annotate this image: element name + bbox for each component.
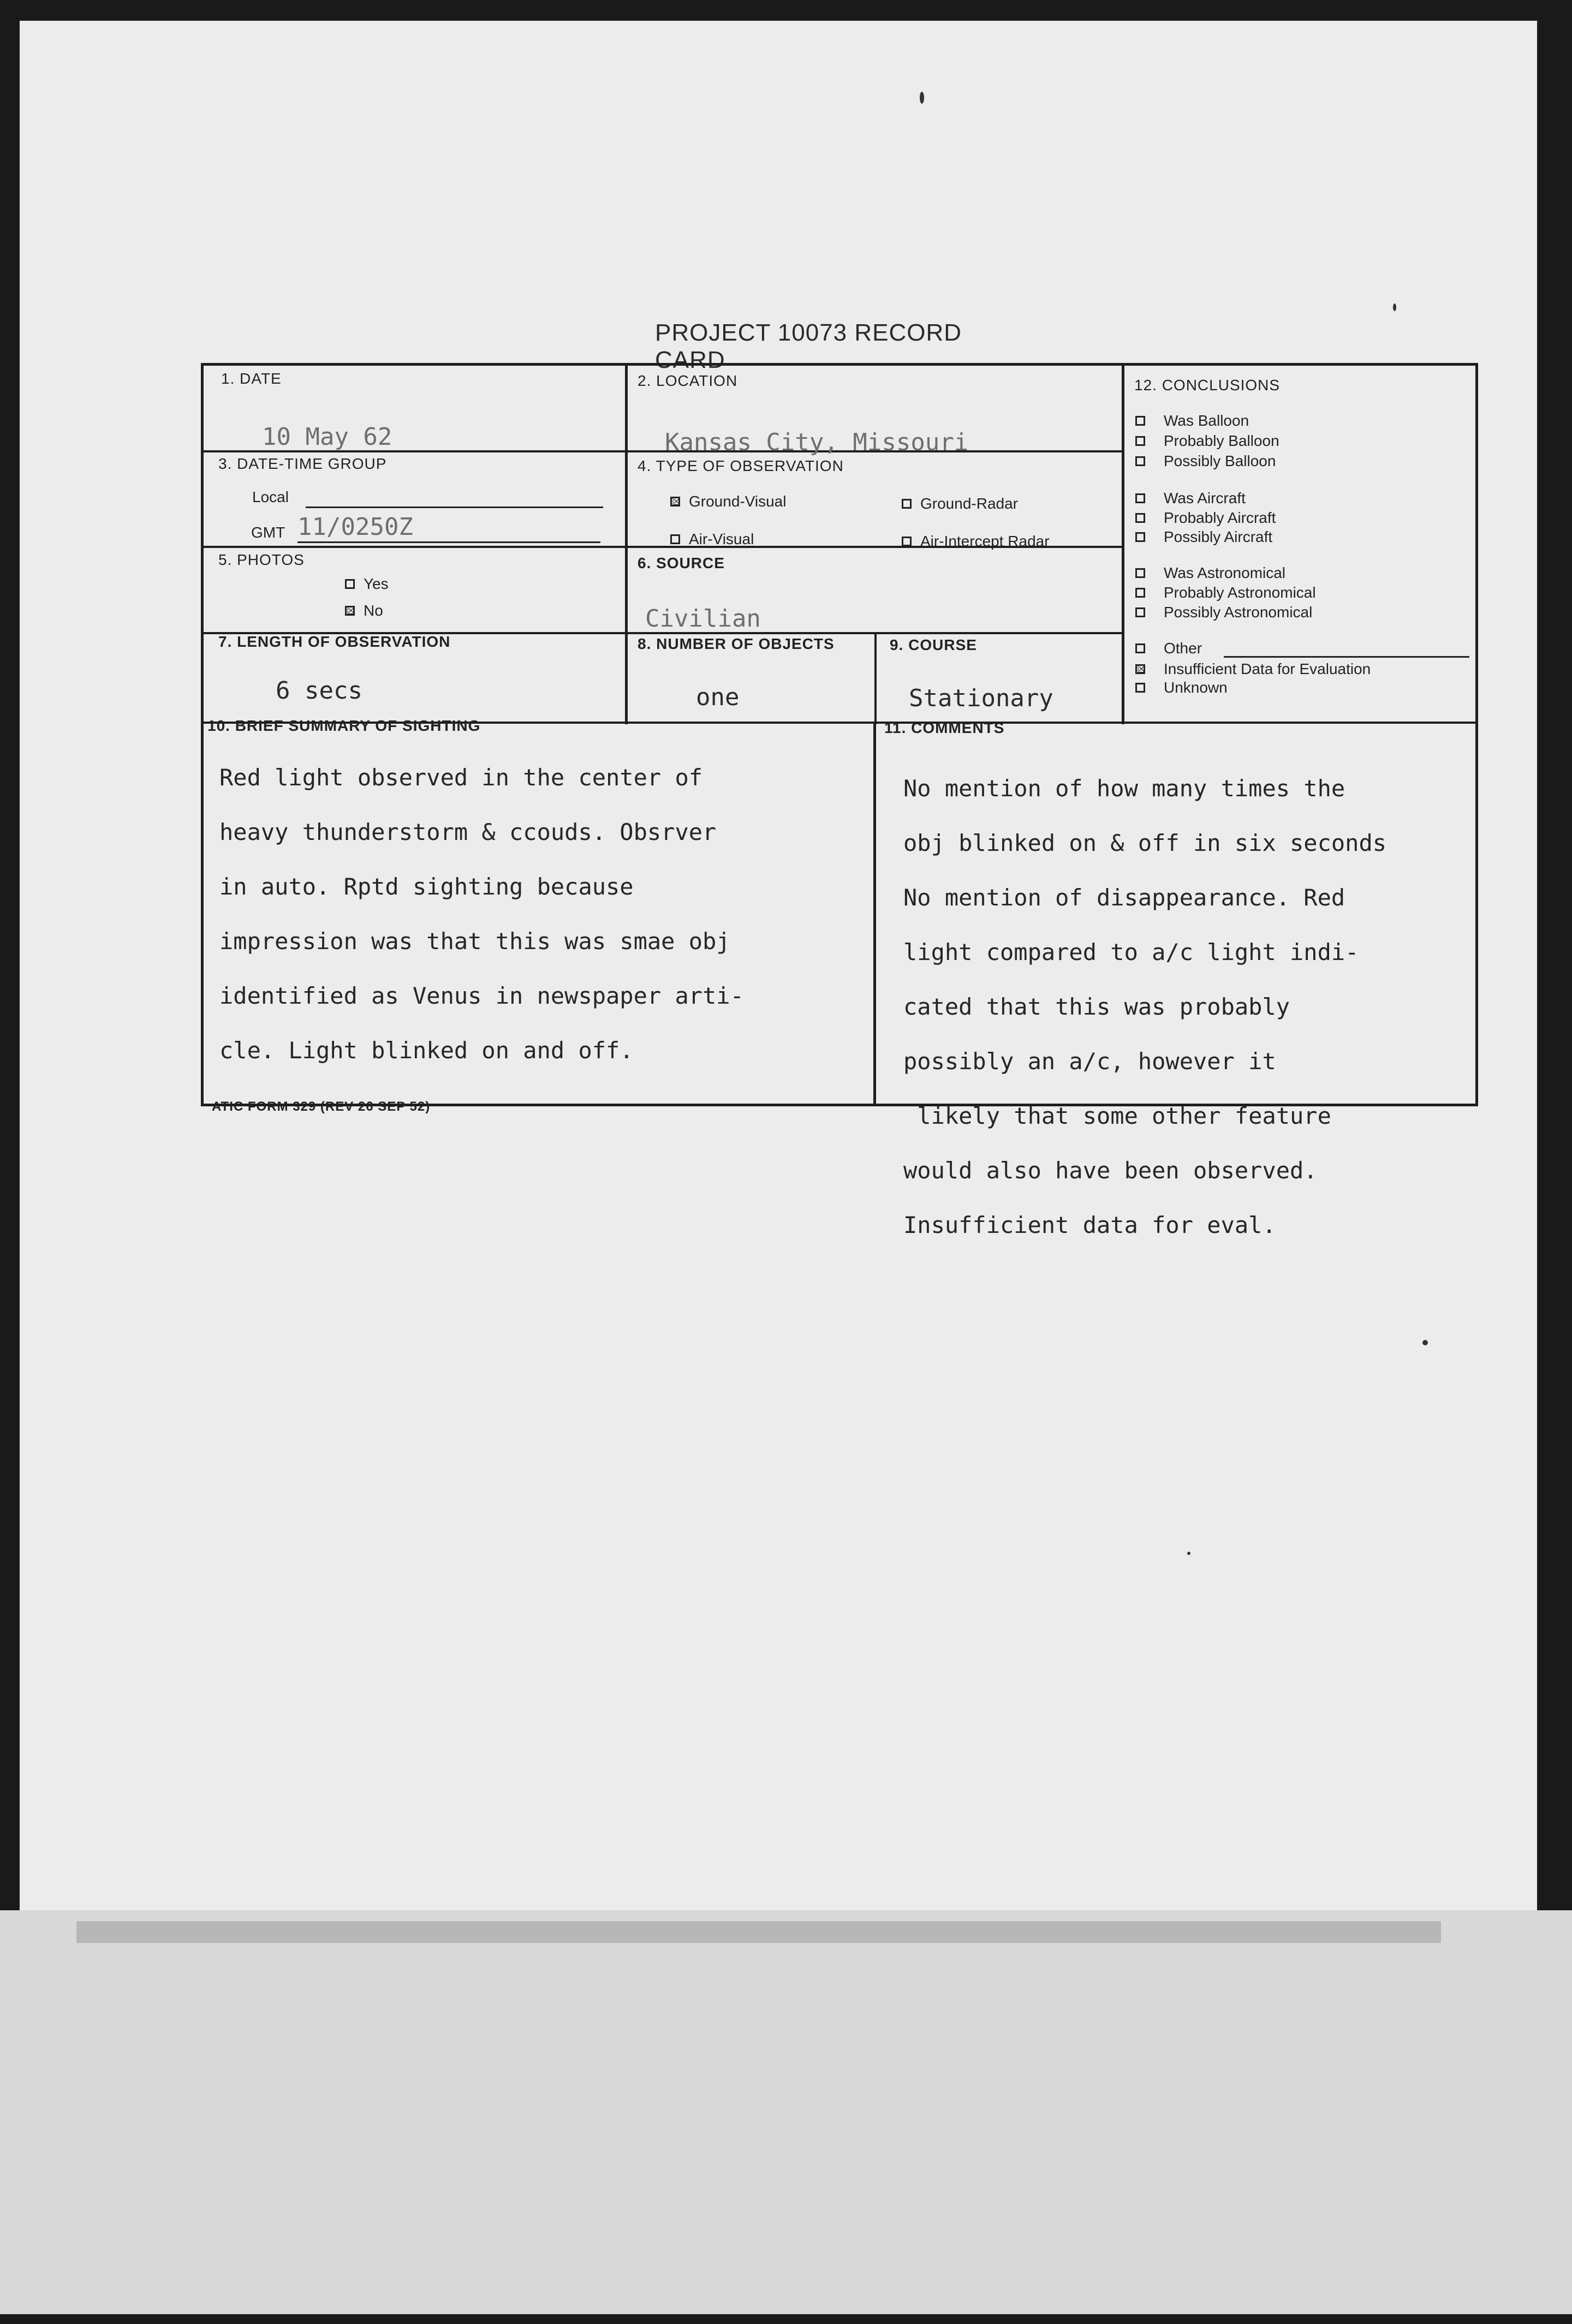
option-ground-radar: Ground-Radar [902,495,1018,513]
conclusions-label: 12. CONCLUSIONS [1134,377,1281,394]
location-label: 2. LOCATION [638,372,738,389]
conclusion-possibly-astronomical: Possibly Astronomical [1135,604,1312,621]
option-air-visual: Air-Visual [670,531,754,548]
form-identifier: ATIC FORM 329 (REV 26 SEP 52) [212,1099,431,1114]
option-ground-visual: ☒ Ground-Visual [670,493,786,510]
gmt-value: 11/0250Z [297,513,413,541]
comment-line: likely that some other feature [903,1103,1331,1129]
checkbox-icon [1135,493,1145,503]
option-air-intercept-radar: Air-Intercept Radar [902,533,1050,550]
comment-line: possibly an a/c, however it [903,1048,1276,1075]
comment-line: would also have been observed. [903,1157,1318,1184]
page-edge-shadow [76,1921,1441,1943]
conclusion-possibly-aircraft: Possibly Aircraft [1135,528,1272,546]
checkbox-checked-icon: ☒ [345,606,355,616]
comment-line: light compared to a/c light indi- [903,939,1359,966]
gmt-label: GMT [251,524,285,541]
summary-line: Red light observed in the center of [219,764,703,791]
checkbox-icon [1135,532,1145,542]
scan-background [0,1910,1572,2314]
conclusion-probably-astronomical: Probably Astronomical [1135,584,1316,601]
location-value: Kansas City, Missouri [665,428,969,456]
summary-line: identified as Venus in newspaper arti- [219,982,744,1009]
option-photos-yes: Yes [345,575,389,593]
length-of-observation-value: 6 secs [276,677,362,705]
conclusion-was-astronomical: Was Astronomical [1135,564,1285,582]
summary-line: cle. Light blinked on and off. [219,1037,634,1064]
date-label: 1. DATE [221,370,282,387]
checkbox-icon [1135,416,1145,426]
conclusion-was-aircraft: Was Aircraft [1135,490,1246,507]
source-label: 6. SOURCE [638,555,725,571]
checkbox-icon [902,499,912,509]
course-value: Stationary [909,684,1053,712]
conclusion-unknown: Unknown [1135,679,1228,696]
number-of-objects-label: 8. NUMBER OF OBJECTS [638,635,835,652]
checkbox-icon [1135,643,1145,653]
checkbox-icon [1135,436,1145,446]
scan-speck [1187,1552,1190,1555]
scan-speck [1422,1340,1428,1345]
date-value: 10 May 62 [262,423,392,451]
conclusion-was-balloon: Was Balloon [1135,412,1249,430]
comments-text [903,748,1386,1266]
checkbox-icon [902,537,912,546]
comment-line: Insufficient data for eval. [903,1212,1276,1238]
option-photos-no: ☒ No [345,602,383,619]
photos-label: 5. PHOTOS [218,551,305,568]
type-of-observation-label: 4. TYPE OF OBSERVATION [638,457,844,474]
checkbox-icon [670,534,680,544]
comment-line: cated that this was probably [903,993,1290,1020]
comment-line: No mention of how many times the [903,775,1345,802]
divider [625,363,628,724]
course-label: 9. COURSE [890,636,977,653]
summary-line: impression was that this was smae obj [219,928,730,955]
conclusion-other: Other [1135,640,1202,657]
gmt-underline [297,541,600,543]
conclusion-probably-balloon: Probably Balloon [1135,432,1279,450]
conclusion-probably-aircraft: Probably Aircraft [1135,509,1276,527]
summary-line: in auto. Rptd sighting because [219,873,634,900]
brief-summary-label: 10. BRIEF SUMMARY OF SIGHTING [207,717,481,734]
source-value: Civilian [645,605,761,633]
checkbox-icon [1135,588,1145,598]
divider [873,722,876,1106]
checkbox-checked-icon: ☒ [670,497,680,506]
other-underline [1224,656,1469,658]
local-time-label: Local [252,488,289,505]
length-of-observation-label: 7. LENGTH OF OBSERVATION [218,633,451,650]
checkbox-icon [1135,683,1145,693]
divider [874,633,877,724]
checkbox-icon [1135,568,1145,578]
divider [1122,363,1124,724]
checkbox-checked-icon: ☒ [1135,664,1145,674]
comment-line: obj blinked on & off in six seconds [903,830,1387,856]
checkbox-icon [345,579,355,589]
checkbox-icon [1135,513,1145,523]
conclusion-possibly-balloon: Possibly Balloon [1135,452,1276,470]
local-time-underline [306,506,603,508]
date-time-group-label: 3. DATE-TIME GROUP [218,455,387,472]
scan-speck [1393,303,1396,311]
conclusion-insufficient-data: ☒ Insufficient Data for Evaluation [1135,660,1371,678]
record-card-title: PROJECT 10073 RECORD CARD [655,319,962,373]
brief-summary-text [219,737,744,1092]
checkbox-icon [1135,607,1145,617]
summary-line: heavy thunderstorm & ccouds. Obsrver [219,819,717,845]
comment-line: No mention of disappearance. Red [903,884,1345,911]
number-of-objects-value: one [696,683,740,711]
comments-label: 11. COMMENTS [884,719,1005,736]
scan-speck [920,92,924,104]
checkbox-icon [1135,456,1145,466]
